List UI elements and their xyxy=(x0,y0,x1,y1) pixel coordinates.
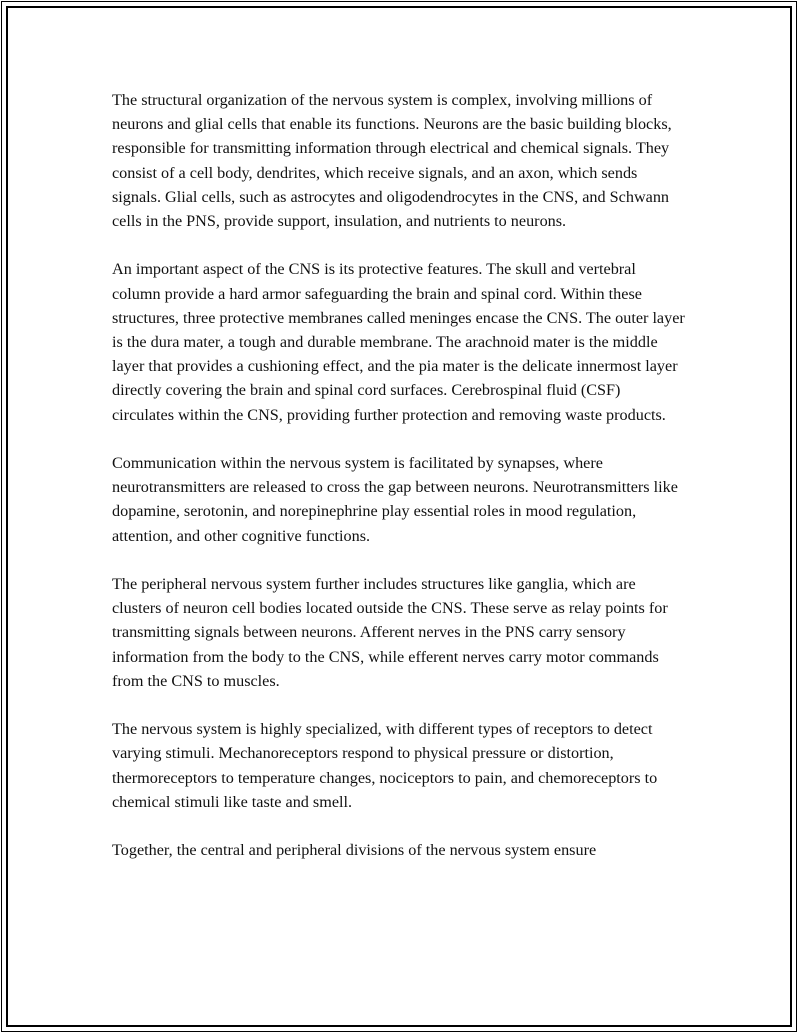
paragraph-neurons-glia: The structural organization of the nervous system is complex, involving millions of neurons and glial cells that enable its functions. Neurons are the basic building blocks, responsible for transmitting information through electrical and chemical signals. They consist of a cell body, dendrites, which receive signals, and an axon, which sends signals. Glial cells, such as astrocytes and oligodendrocytes in the CNS, and Schwann cells in the PNS, provide support, insulation, and nutrients to neurons. xyxy=(112,91,672,231)
paragraph-conclusion: Together, the central and peripheral divisions of the nervous system ensure xyxy=(112,841,597,860)
paragraph-receptors: The nervous system is highly specialized, with different types of receptors to detect varying stimuli. Mechanoreceptors respond to physical pressure or distortion, thermoreceptors to temperature changes, nociceptors to pain, and chemoreceptors to chemical stimuli like taste and smell. xyxy=(112,720,658,811)
paragraph-cns-protection: An important aspect of the CNS is its protective features. The skull and vertebral column provide a hard armor safeguarding the brain and spinal cord. Within these structures, three protective membranes called meninges encase the CNS. The outer layer is the dura mater, a tough and durable membrane. The arachnoid mater is the middle layer that provides a cushioning effect, and the pia mater is the delicate innermost layer directly covering the brain and spinal cord surfaces. Cerebrospinal fluid (CSF) circulates within the CNS, providing further protection and removing waste products. xyxy=(112,260,685,424)
paragraph-synapses: Communication within the nervous system is facilitated by synapses, where neurotransmitters are released to cross the gap between neurons. Neurotransmitters like dopamine, serotonin, and norepinephrine play essential roles in mood regulation, attention, and other cognitive functions. xyxy=(112,454,678,545)
document-body xyxy=(112,88,686,887)
paragraph-peripheral-system: The peripheral nervous system further includes structures like ganglia, which are clusters of neuron cell bodies located outside the CNS. These serve as relay points for transmitting signals between neurons. Afferent nerves in the PNS carry sensory information from the body to the CNS, while efferent nerves carry motor commands from the CNS to muscles. xyxy=(112,575,668,690)
